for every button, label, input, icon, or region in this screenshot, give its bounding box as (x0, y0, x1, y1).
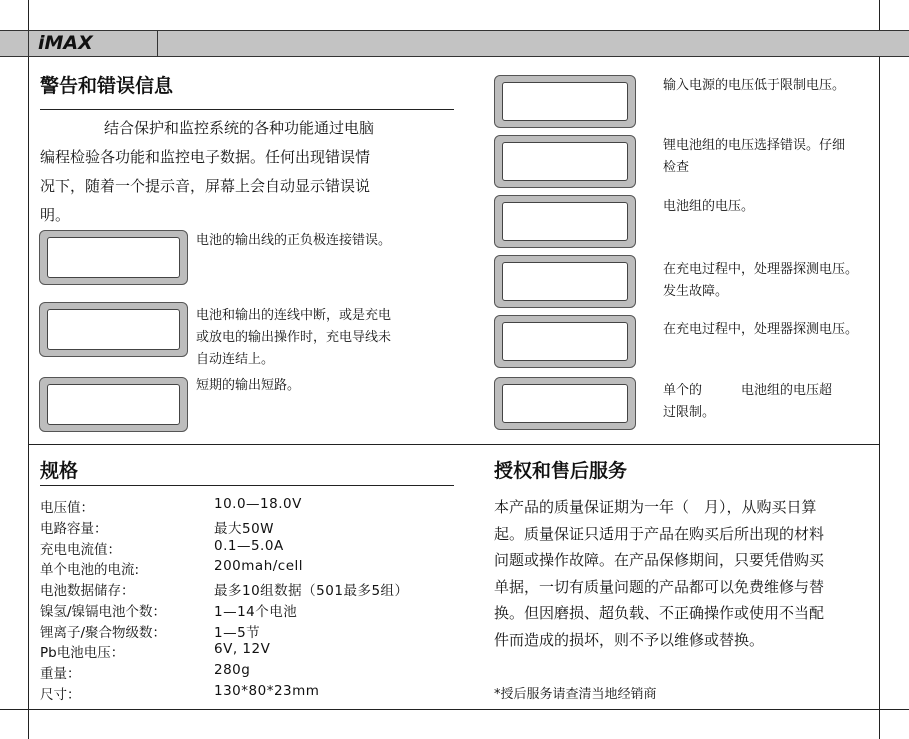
warranty-line: 问题或操作故障。在产品保修期间，只要凭借购买 (494, 551, 825, 569)
lcd-display (494, 377, 636, 430)
message-line: 发生故障。 (663, 284, 729, 299)
lcd-screen (502, 262, 628, 301)
error-message (196, 230, 391, 252)
warranty-text (494, 494, 876, 653)
spec-label: 重量： (40, 666, 81, 682)
message-line: 检查 (663, 160, 690, 175)
error-message (663, 380, 832, 424)
lcd-display (494, 75, 636, 128)
error-message (663, 196, 754, 218)
message-line: 电池的输出线的正负极连接错误。 (196, 233, 392, 248)
spec-label: 电池数据储存： (40, 583, 135, 599)
specs-title-underline (40, 485, 454, 486)
spec-value: 最多10组数据（501最多5组） (214, 583, 409, 599)
message-line: 在充电过程中，处理器探测电压。 (663, 262, 859, 277)
lcd-screen (502, 384, 628, 423)
lcd-screen (502, 202, 628, 241)
errors-intro (40, 114, 460, 230)
warranty-line: 起。质量保证只适用于产品在购买后所出现的材料 (494, 524, 825, 543)
spec-value: 10.0—18.0V (214, 496, 302, 512)
intro-line: 况下，随着一个提示音，屏幕上会自动显示错误说 (40, 177, 371, 195)
message-line: 电池和输出的连线中断，或是充电 (196, 308, 392, 323)
lcd-display (494, 195, 636, 248)
page-border-left (28, 0, 29, 739)
spec-label: 尺寸： (40, 687, 81, 703)
spec-value: 1—14个电池 (214, 604, 298, 620)
section-divider (28, 444, 879, 445)
spec-label: 充电电流值： (40, 542, 121, 558)
errors-title: 警告和错误信息 (40, 75, 174, 97)
intro-line: 编程检验各功能和监控电子数据。任何出现错误情 (40, 148, 371, 166)
lcd-screen (47, 309, 180, 350)
error-message (663, 135, 845, 179)
lcd-screen (502, 322, 628, 361)
lcd-display (39, 377, 188, 432)
spec-value: 0.1—5.0A (214, 538, 284, 554)
spec-value: 130*80*23mm (214, 683, 320, 699)
message-line: 在充电过程中，处理器探测电压。 (663, 322, 859, 337)
spec-label: 镍氢/镍镉电池个数： (40, 604, 167, 620)
spec-label: 电路容量： (40, 521, 108, 537)
message-line: 单个的 电池组的电压超 (663, 383, 833, 398)
spec-label: 电压值： (40, 500, 94, 516)
page-bottom-line (0, 709, 909, 710)
lcd-display (494, 315, 636, 368)
warranty-title: 授权和售后服务 (494, 460, 628, 482)
spec-label: Pb电池电压： (40, 645, 125, 661)
lcd-screen (47, 384, 180, 425)
warranty-line: 换。但因磨损、超负载、不正确操作或使用不当配 (494, 604, 825, 622)
error-message (196, 375, 300, 397)
errors-title-underline (40, 109, 454, 110)
intro-line: 结合保护和监控系统的各种功能通过电脑 (104, 119, 375, 137)
lcd-display (494, 135, 636, 188)
spec-value: 280g (214, 662, 251, 678)
specs-title: 规格 (40, 460, 79, 482)
message-line: 短期的输出短路。 (196, 378, 301, 393)
error-message (663, 319, 858, 341)
lcd-display (494, 255, 636, 308)
page-border-right (879, 0, 880, 739)
spec-value: 最大50W (214, 521, 275, 537)
spec-value: 200mah/cell (214, 558, 304, 574)
error-message (196, 305, 391, 371)
message-line: 自动连结上。 (196, 352, 275, 367)
lcd-screen (47, 237, 180, 278)
message-line: 过限制。 (663, 405, 716, 420)
message-line: 或放电的输出操作时，充电导线未 (196, 330, 392, 345)
spec-label: 锂离子/聚合物级数： (40, 625, 167, 641)
lcd-display (39, 302, 188, 357)
spec-label: 单个电池的电流: (40, 562, 140, 578)
message-line: 输入电源的电压低于限制电压。 (663, 78, 846, 93)
warranty-line: 件而造成的损坏，则不予以维修或替换。 (494, 630, 765, 649)
intro-line: 明。 (40, 206, 71, 224)
warranty-line: 单据，一切有质量问题的产品都可以免费维修与替 (494, 577, 825, 596)
message-line: 锂电池组的电压选择错误。仔细 (663, 138, 846, 153)
spec-value: 6V, 12V (214, 641, 271, 657)
spec-value: 1—5节 (214, 625, 261, 641)
warranty-footnote: *授后服务请查清当地经销商 (494, 687, 657, 702)
lcd-screen (502, 82, 628, 121)
message-line: 电池组的电压。 (663, 199, 755, 214)
imax-logo: iMAX (38, 32, 93, 54)
warranty-line: 本产品的质量保证期为一年（ 月），从购买日算 (494, 498, 817, 516)
lcd-screen (502, 142, 628, 181)
error-message (663, 259, 858, 303)
lcd-display (39, 230, 188, 285)
error-message (663, 75, 845, 97)
